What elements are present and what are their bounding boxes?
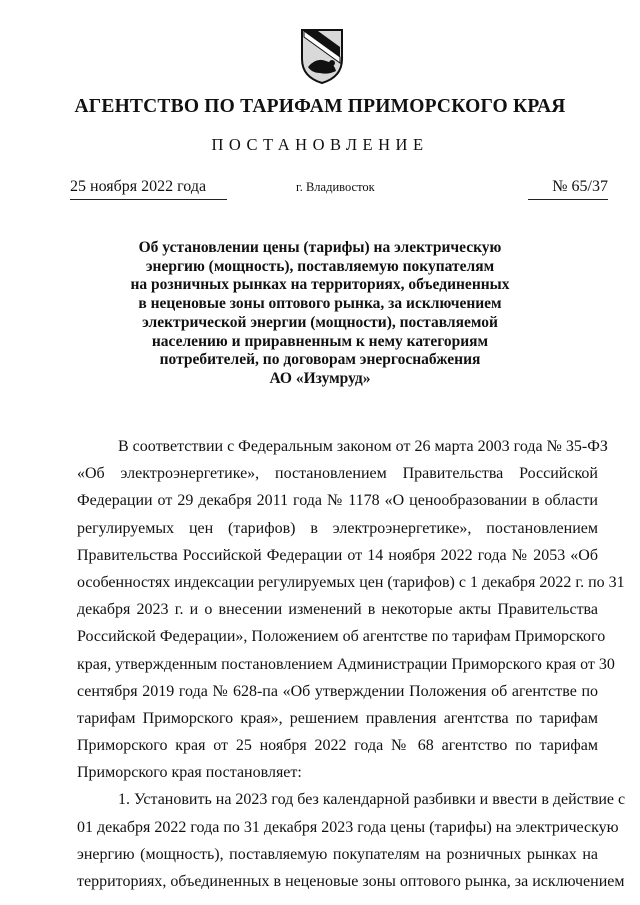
body-line: сентября 2019 года № 628-па «Об утверждении Положения об агентстве по: [77, 682, 598, 700]
body-line: В соответствии с Федеральным законом от 26 марта 2003 года № 35-ФЗ: [118, 438, 608, 455]
body-line: регулируемых цен (тарифов) в электроэнергетике», постановлением: [77, 519, 598, 537]
title-line: населению и приравненным к нему категориям: [151, 332, 489, 350]
body-line: 01 декабря 2022 года по 31 декабря 2023 года цены (тарифы) на электрическую: [77, 818, 619, 836]
date-underline: [70, 199, 227, 200]
title-line: Об установлении цены (тарифы) на электрическую: [138, 239, 502, 256]
document-body: [77, 433, 626, 895]
title-line: электрической энергии (мощности), поставляемой: [142, 313, 498, 331]
body-line: территориях, объединенных в неценовые зоны оптового рынка, за исключением: [77, 873, 625, 890]
body-line: 1. Установить на 2023 год без календарной разбивки и ввести в действие с: [118, 791, 626, 809]
document-title: [120, 239, 520, 389]
number-underline: [528, 199, 608, 200]
body-line: «Об электроэнергетике», постановлением Правительства Российской: [77, 465, 598, 483]
title-line: потребителей, по договорам энергоснабжения: [159, 351, 481, 369]
document-number: № 65/37: [552, 178, 608, 195]
document-date: 25 ноября 2022 года: [70, 178, 207, 195]
title-line: энергию (мощность), поставляемую покупателям: [145, 257, 495, 275]
body-line: особенностях индексации регулируемых цен (тарифов) с 1 декабря 2022 г. по 31: [77, 573, 625, 591]
coat-of-arms-icon: [298, 27, 346, 85]
body-line: Приморского края от 25 ноября 2022 года № 68 агентство по тарифам: [77, 737, 598, 755]
body-line: края, утвержденным постановлением Администрации Приморского края от 30: [77, 655, 615, 673]
body-line: Правительства Российской Федерации от 14 ноября 2022 года № 2053 «Об: [77, 546, 598, 564]
title-line: АО «Изумруд»: [269, 369, 371, 387]
body-line: Федерации от 29 декабря 2011 года № 1178 «О ценообразовании в области: [77, 492, 598, 510]
body-line: декабря 2023 г. и о внесении изменений в некоторые акты Правительства: [77, 601, 598, 619]
title-line: на розничных рынках на территориях, объединенных: [130, 276, 510, 294]
body-line: Российской Федерации», Положением об агентстве по тарифам Приморского: [77, 628, 606, 646]
document-city: г. Владивосток: [296, 180, 375, 194]
agency-name: АГЕНТСТВО ПО ТАРИФАМ ПРИМОРСКОГО КРАЯ: [74, 96, 566, 117]
document-type: ПОСТАНОВЛЕНИЕ: [211, 135, 429, 154]
number-block: [528, 178, 608, 200]
title-line: в неценовые зоны оптового рынка, за исключением: [138, 295, 502, 313]
date-block: [70, 178, 227, 200]
body-line: тарифам Приморского края», решением правления агентства по тарифам: [77, 709, 598, 727]
body-line: энергию (мощность), поставляемую покупателям на розничных рынках на: [77, 845, 598, 863]
body-line: Приморского края постановляет:: [77, 764, 302, 782]
